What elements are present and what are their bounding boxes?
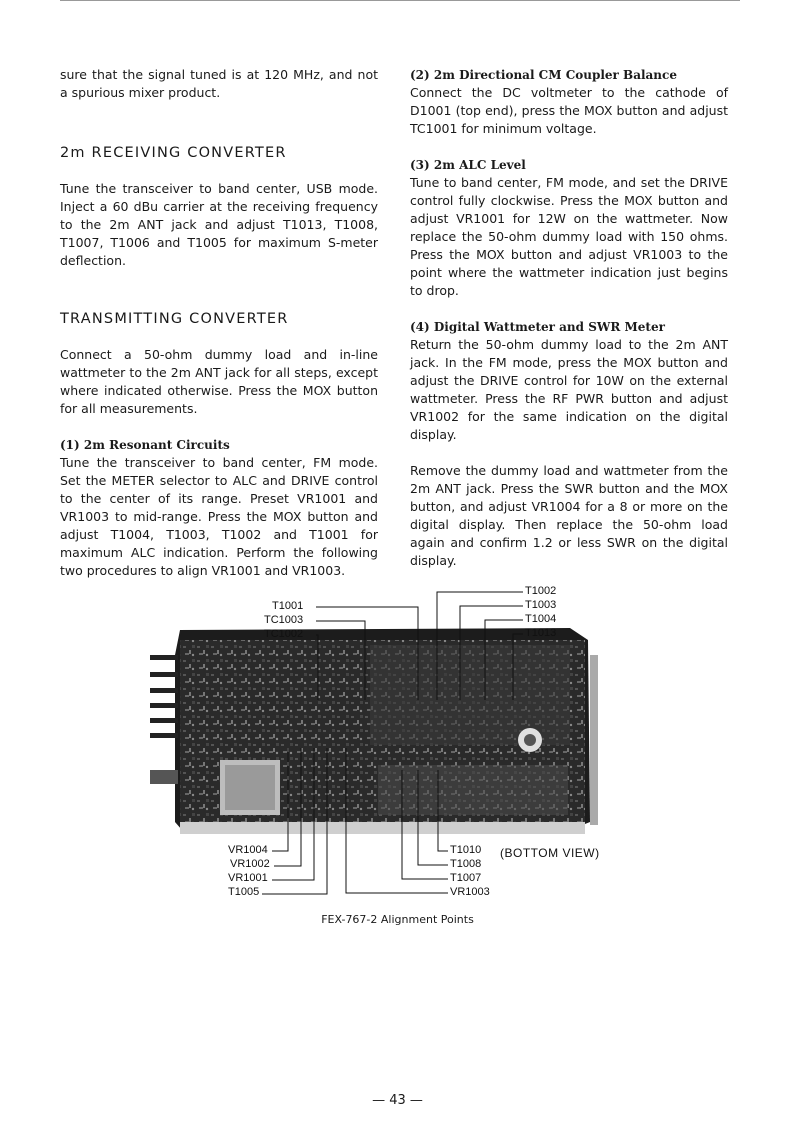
step2-heading: (2) 2m Directional CM Coupler Balance: [410, 68, 677, 82]
pcb-photo: [150, 628, 598, 834]
label-vr1002: VR1002: [230, 858, 270, 870]
bottom-view-note: (BOTTOM VIEW): [500, 846, 600, 860]
step3-text: Tune to band center, FM mode, and set the DRIVE control fully clockwise. Press the MOX button and adjust VR1001 for 12W on the wattmeter. Now replace the 50-ohm dummy load with 150 ohms. Press the MOX button and adjust VR1003 to the point where the wattmeter indication just begins to drop.: [410, 175, 728, 298]
step1-text: Tune the transceiver to band center, FM mode. Set the METER selector to ALC and DRIVE control to the center of its range. Preset VR1001 and VR1003 to mid-range. Press the MOX button and adjust T1004, T1003, T1002 and T1001 for maximum ALC indication. Perform the following two procedures to align VR1001 and VR1003.: [60, 455, 378, 578]
label-t1007: T1007: [450, 872, 482, 884]
intro-paragraph: sure that the signal tuned is at 120 MHz, and not a spurious mixer product.: [60, 67, 378, 100]
step4-heading: (4) Digital Wattmeter and SWR Meter: [410, 320, 665, 334]
label-t1005: T1005: [228, 886, 260, 898]
label-t1001: T1001: [272, 600, 304, 612]
final-text: Remove the dummy load and wattmeter from the 2m ANT jack. Press the SWR button and the MOX button, and adjust VR1004 for a 8 or more on the digital display. Then replace the 50-ohm load again and confirm 1.2 or less SWR on the digital display.: [410, 463, 728, 568]
label-vr1004: VR1004: [228, 844, 268, 856]
label-vr1001: VR1001: [228, 872, 268, 884]
step1-heading: (1) 2m Resonant Circuits: [60, 438, 230, 452]
label-tc1003: TC1003: [264, 614, 304, 626]
rx-converter-heading: 2m RECEIVING CONVERTER: [60, 145, 287, 161]
step3-heading: (3) 2m ALC Level: [410, 158, 526, 172]
page-number: — 43 —: [372, 1093, 423, 1108]
label-t1002: T1002: [525, 585, 557, 597]
step2-text: Connect the DC voltmeter to the cathode of D1001 (top end), press the MOX button and adjust TC1001 for minimum voltage.: [410, 85, 728, 136]
label-t1013: T1013: [525, 627, 557, 639]
label-vr1003: VR1003: [450, 886, 490, 898]
tx-converter-heading: TRANSMITTING CONVERTER: [60, 311, 289, 327]
label-t1008: T1008: [450, 858, 482, 870]
label-tc1002: TC1002: [264, 628, 304, 640]
figure-caption: FEX-767-2 Alignment Points: [321, 913, 474, 926]
label-t1004: T1004: [525, 613, 557, 625]
rx-converter-text: Tune the transceiver to band center, USB mode. Inject a 60 dBu carrier at the receiving frequency to the 2m ANT jack and adjust T1013, T1008, T1007, T1006 and T1005 for maximum S-meter deflection.: [60, 181, 378, 268]
label-t1010: T1010: [450, 844, 482, 856]
label-t1003: T1003: [525, 599, 557, 611]
tx-converter-text: Connect a 50-ohm dummy load and in-line wattmeter to the 2m ANT jack for all steps, except where indicated otherwise. Press the MOX button for all measurements.: [60, 347, 378, 416]
step4-text: Return the 50-ohm dummy load to the 2m ANT jack. In the FM mode, press the MOX button and adjust the DRIVE control for 10W on the external wattmeter. Press the RF PWR button and adjust VR1002 for the same indication on the digital display.: [410, 337, 728, 442]
